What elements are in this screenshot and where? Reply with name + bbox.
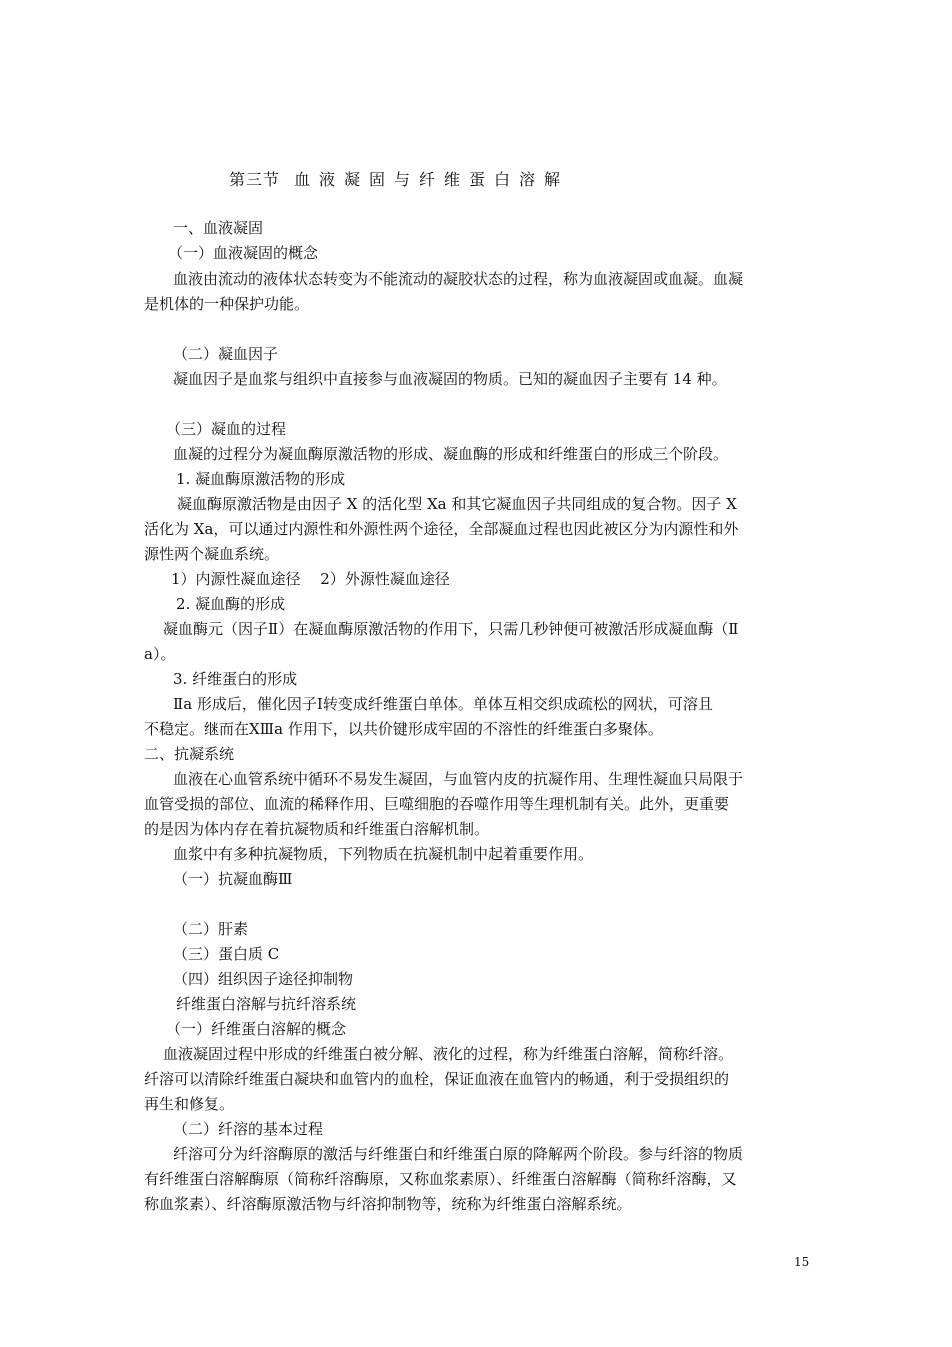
section-title-prefix: 第三节 [229, 170, 281, 189]
section-title-main: 血液凝固与纤维蛋白溶解 [294, 170, 570, 189]
paragraph-line: 源性两个凝血系统。 [144, 545, 280, 563]
paragraph-line: 是机体的一种保护功能。 [144, 295, 310, 313]
subheading-concept: （一）血液凝固的概念 [168, 244, 319, 262]
list-item-protein-c: （三）蛋白质 C [173, 945, 280, 963]
pathways-line: 1）内源性凝血途径 2）外源性凝血途径 [171, 570, 450, 588]
paragraph-line: 活化为 Xa，可以通过内源性和外源性两个途径，全部凝血过程也因此被区分为内源性和外 [144, 520, 739, 538]
paragraph-line: 纤溶可以清除纤维蛋白凝块和血管内的血栓，保证血液在血管内的畅通，利于受损组织的 [144, 1070, 730, 1088]
paragraph-line: 凝血酶元（因子Ⅱ）在凝血酶原激活物的作用下，只需几秒钟便可被激活形成凝血酶（Ⅱ [163, 620, 739, 638]
paragraph-line: 血管受损的部位、血流的稀释作用、巨噬细胞的吞噬作用等生理机制有关。此外，更重要 [144, 795, 730, 813]
subheading-step-3: 3. 纤维蛋白的形成 [173, 670, 298, 688]
paragraph-line: 的是因为体内存在着抗凝物质和纤维蛋白溶解机制。 [144, 820, 490, 838]
subheading-step-1: 1. 凝血酶原激活物的形成 [176, 470, 346, 488]
subheading-fibrinolysis-concept: （一）纤维蛋白溶解的概念 [166, 1020, 347, 1038]
paragraph-line: a）。 [144, 645, 176, 663]
paragraph-line: 不稳定。继而在ⅩⅢa 作用下，以共价键形成牢固的不溶性的纤维蛋白多聚体。 [144, 720, 663, 738]
paragraph-line: Ⅱa 形成后，催化因子Ⅰ转变成纤维蛋白单体。单体互相交织成疏松的网状，可溶且 [173, 695, 713, 713]
page-number: 15 [794, 1255, 810, 1269]
paragraph-line: 再生和修复。 [144, 1095, 235, 1113]
paragraph-line: 血液由流动的液体状态转变为不能流动的凝胶状态的过程，称为血液凝固或血凝。血凝 [173, 270, 744, 288]
subheading-fibrinolysis-process: （二）纤溶的基本过程 [173, 1120, 324, 1138]
heading-anticoagulation: 二、抗凝系统 [144, 745, 235, 763]
list-item-tfpi: （四）组织因子途径抑制物 [173, 970, 354, 988]
heading-coagulation: 一、血液凝固 [173, 219, 264, 237]
subheading-factors: （二）凝血因子 [173, 345, 279, 363]
paragraph-line: 纤溶可分为纤溶酶原的激活与纤维蛋白和纤维蛋白原的降解两个阶段。参与纤溶的物质 [173, 1145, 744, 1163]
heading-fibrinolysis: 纤维蛋白溶解与抗纤溶系统 [176, 995, 357, 1013]
paragraph-line: 血液在心血管系统中循环不易发生凝固，与血管内皮的抗凝作用、生理性凝血只局限于 [173, 770, 744, 788]
list-item-antithrombin: （一）抗凝血酶Ⅲ [173, 870, 293, 888]
paragraph-line: 血液凝固过程中形成的纤维蛋白被分解、液化的过程，称为纤维蛋白溶解，简称纤溶。 [163, 1045, 734, 1063]
paragraph-line: 凝血因子是血浆与组织中直接参与血液凝固的物质。已知的凝血因子主要有 14 种。 [173, 370, 727, 388]
list-item-heparin: （二）肝素 [173, 920, 249, 938]
paragraph-line: 称血浆素）、纤溶酶原激活物与纤溶抑制物等，统称为纤维蛋白溶解系统。 [144, 1195, 632, 1213]
paragraph-line: 凝血酶原激活物是由因子 X 的活化型 Xa 和其它凝血因子共同组成的复合物。因子 X [177, 495, 737, 513]
subheading-process: （三）凝血的过程 [166, 420, 287, 438]
paragraph-line: 血浆中有多种抗凝物质，下列物质在抗凝机制中起着重要作用。 [173, 845, 594, 863]
subheading-step-2: 2. 凝血酶的形成 [176, 595, 286, 613]
paragraph-line: 有纤维蛋白溶解酶原（简称纤溶酶原，又称血浆素原）、纤维蛋白溶解酶（简称纤溶酶，又 [144, 1170, 737, 1188]
paragraph-line: 血凝的过程分为凝血酶原激活物的形成、凝血酶的形成和纤维蛋白的形成三个阶段。 [173, 445, 729, 463]
section-title [229, 170, 569, 190]
